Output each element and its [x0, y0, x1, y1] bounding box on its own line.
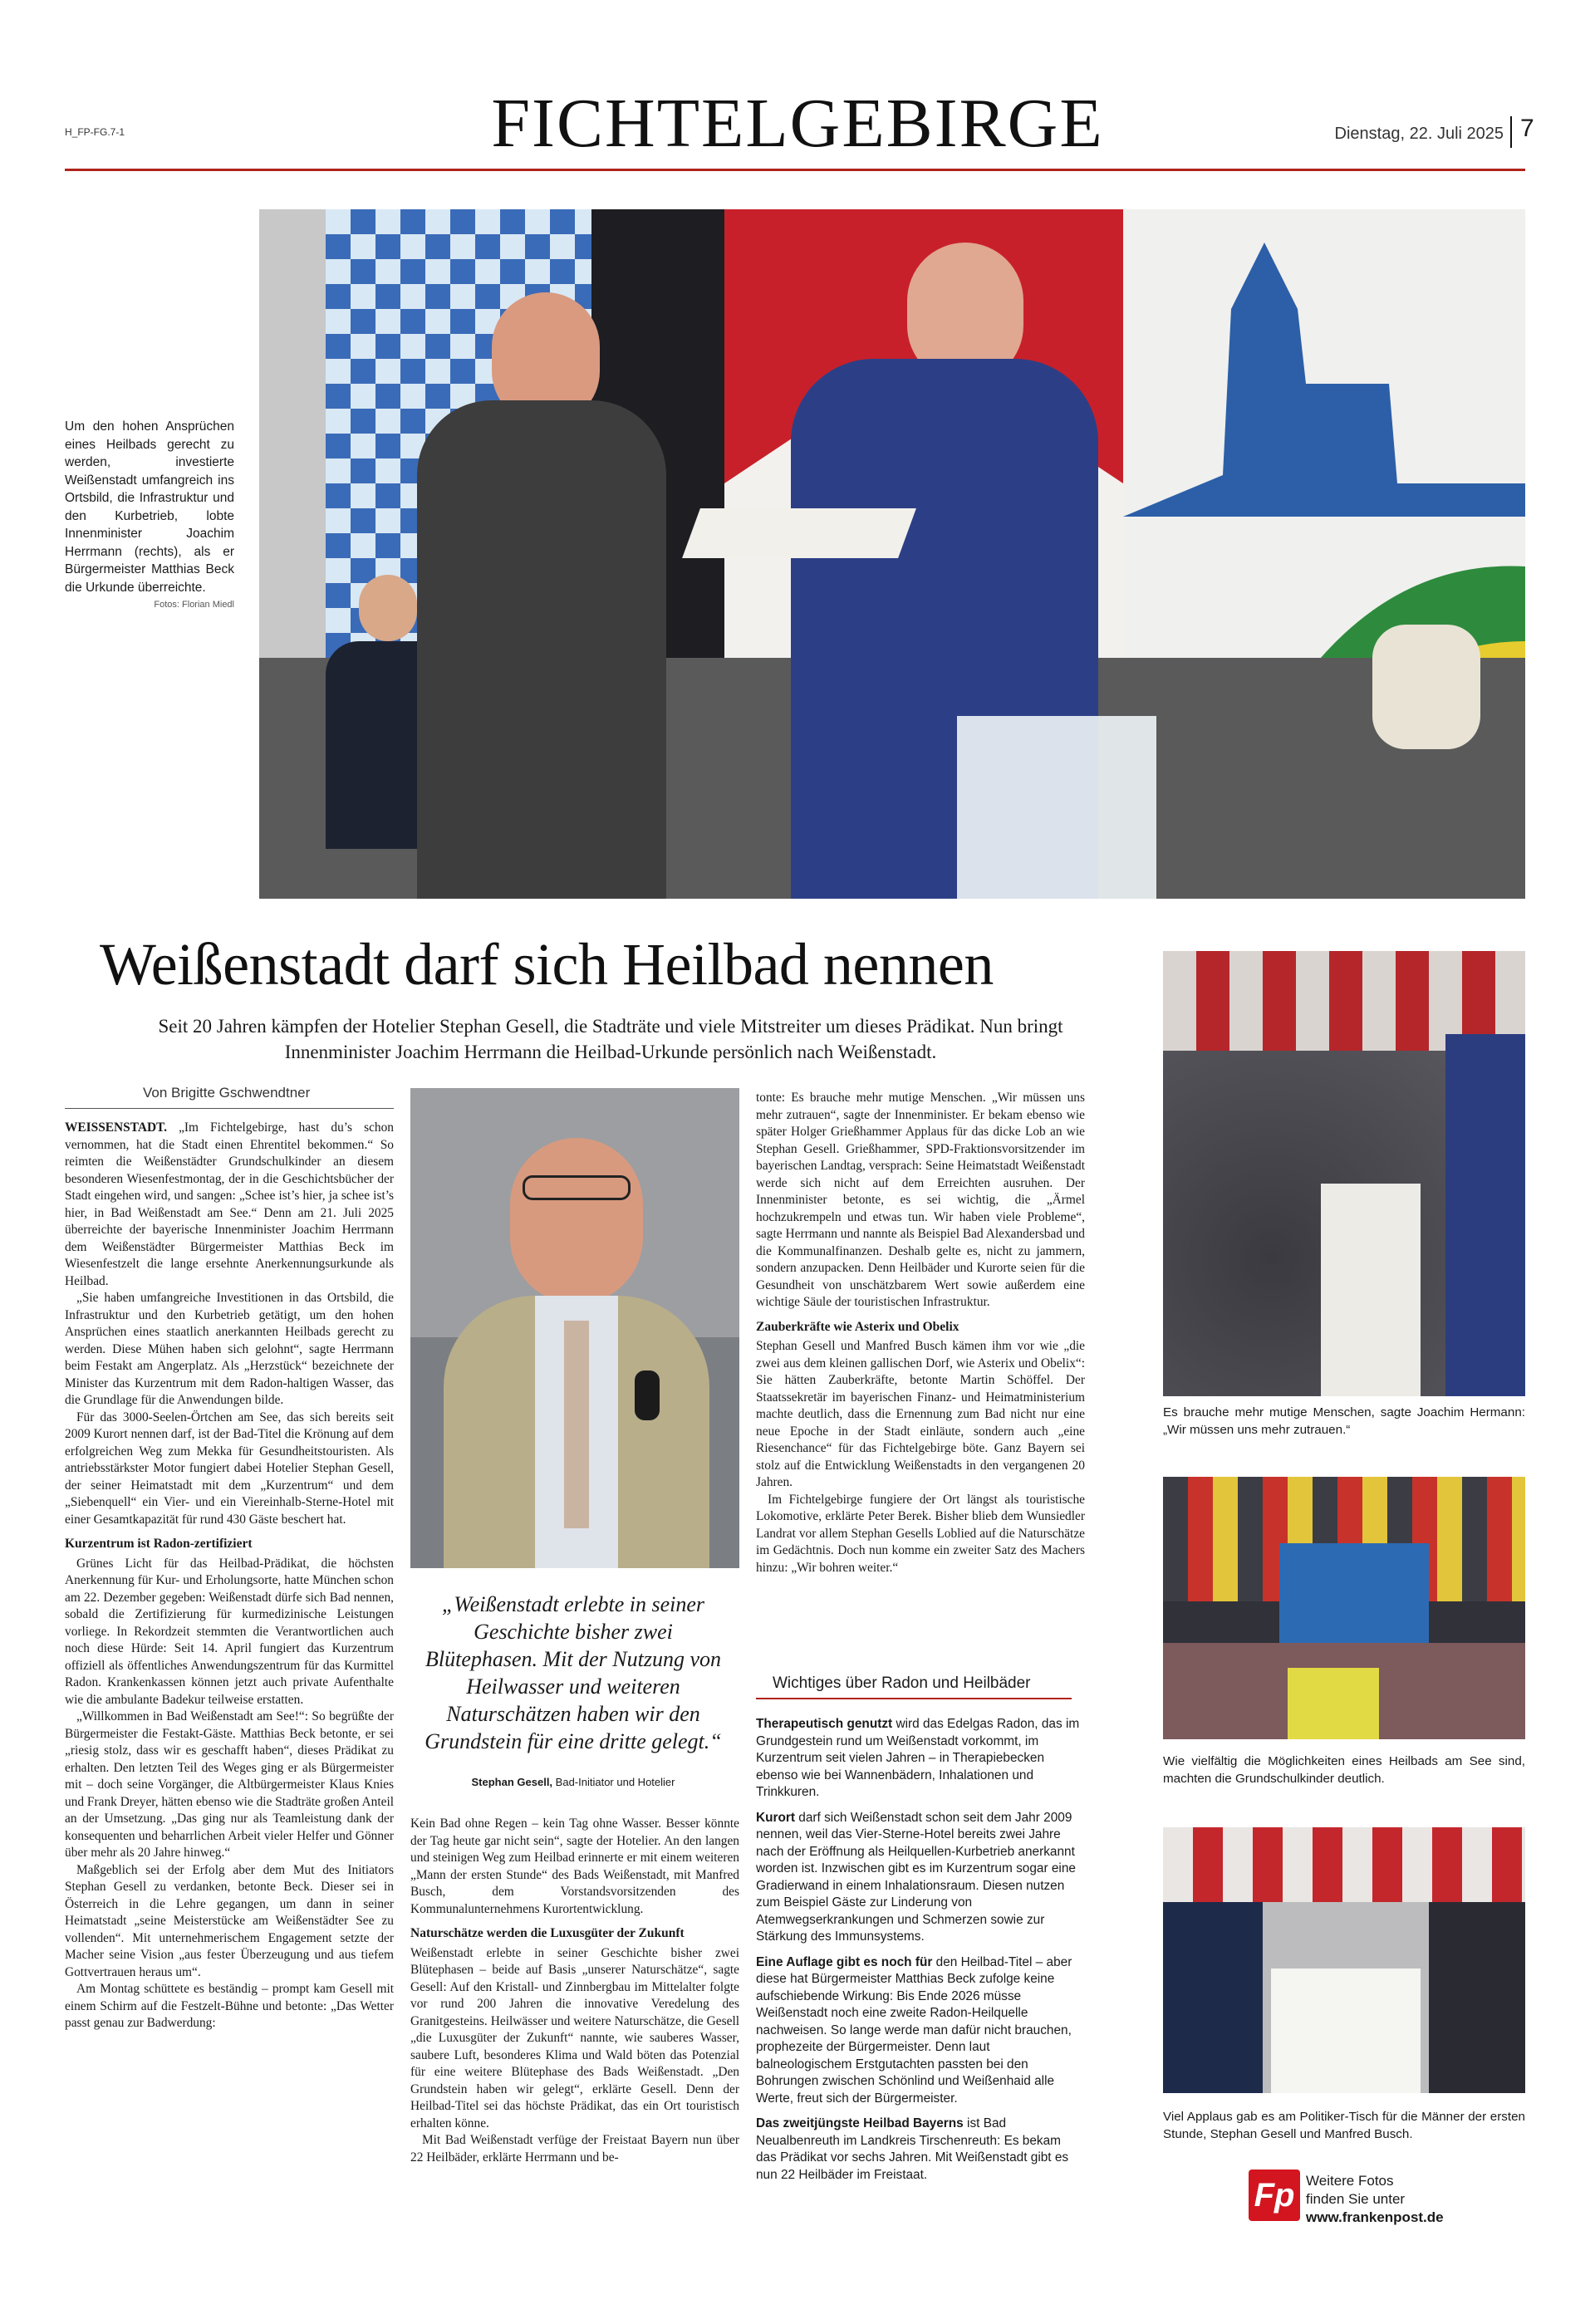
pull-quote: „Weißenstadt erlebte in seiner Geschichte bisher zwei Blütephasen. Mit der Nutzung von Heilwasser und weiteren Naturschätzen haben wir den Grundstein für eine dritte gelegt.“: [425, 1592, 722, 1753]
byline-rule: [65, 1108, 394, 1109]
headline: Weißenstadt darf sich Heilbad nennen: [100, 931, 994, 998]
pull-quote-source: Stephan Gesell, Bad-Initiator und Hotelier: [471, 1776, 675, 1788]
right-photo-3: [1163, 1827, 1525, 2093]
infobox-title: Wichtiges über Radon und Heilbäder: [756, 1674, 1072, 1699]
photo-credit: Fotos: Florian Miedl: [154, 600, 234, 610]
paragraph: WEISSENSTADT. „Im Fichtelgebirge, hast du’s schon vernommen, hat die Stadt einen Ehrentitel bekommen.“ So reimten die Weißenstädter Grundschulkinder an diesem besonderen Wiesenfestmontag, der in die Geschichtsbücher der Stadt eingehen wird, und sangen: „Schee ist’s hier, ja schee ist’s hier, in Bad Weißenstadt am See.“ Denn am 21. Juli 2025 überreichte der bayerische Innenminister Joachim Herrmann dem Weißenstädter Bürgermeister Matthias Beck im Wiesenfestzelt die lange ersehnte Anerkennungsurkunde als Heilbad.: [65, 1120, 394, 1288]
main-photo-caption: Um den hohen Ansprüchen eines Heilbads gerecht zu werden, investierte Weißenstadt umfangreich ins Ortsbild, die Infrastruktur und den Kurbetrieb, lobte Innenminister Joachim Herrmann (rechts), als er Bürgermeister Matthias Beck die Urkunde überreichte. Fotos: Florian Miedl: [65, 418, 234, 615]
right-photo-3-caption: Viel Applaus gab es am Politiker-Tisch für die Männer der ersten Stunde, Stephan Gesell und Manfred Busch.: [1163, 2110, 1525, 2141]
frankenpost-logo: Fp: [1249, 2170, 1300, 2221]
article-column-1: [65, 1120, 394, 2032]
dateline: WEISSENSTADT.: [65, 1120, 168, 1135]
paragraph: „Sie haben umfangreiche Investitionen in das Ortsbild, die Infrastruktur und den Kurbetrieb getätigt, um den hohen Ansprüchen eines staatlich anerkannten Heilbads gerecht zu werden. Diese Mühen haben sich gelohnt“, sagte Herrmann beim Festakt am Angerplatz. Als „Herzstück“ bezeichnete der Minister das Kurzentrum mit dem Radon-haltigen Wasser, das die Grundlage für die Anwendungen bilde.: [65, 1291, 394, 1407]
byline: Von Brigitte Gschwendtner: [143, 1085, 311, 1101]
paragraph: Maßgeblich sei der Erfolg aber dem Mut des Initiators Stephan Gesell zu verdanken, betonte Beck. Dieser sei in Österreich in die Lehre gegangen, um dann in seiner Heimatstadt „seine Meisterstücke am Weißenstädter See zu vollenden“. Mit unternehmerischem Engagement setzte der Macher seine Vision „aus fester Überzeugung und aus tiefem Gottvertrauen heraus um“.: [65, 1862, 394, 1979]
paragraph: „Willkommen in Bad Weißenstadt am See!“: So begrüßte der Bürgermeister die Festakt-Gäste. Matthias Beck betonte, er sei „riesig stolz, dass wir es geschafft haben“, dieses Prädikat zu erhalten. Den letzten Teil des Weges ging er als Bürgermeister mit – doch seine Vorgänger, die Altbürgermeister Klaus Knies und Frank Dreyer, hätten ebenso wie die Stadträte großen Anteil an der Umsetzung. „Das ging nur als Teamleistung dank der konsequenten und beharrlichen Arbeit vieler Helfer und Gönner über mehr als 20 Jahre hinweg.“: [65, 1709, 394, 1860]
article-column-3: [756, 1090, 1085, 1576]
paragraph: Grünes Licht für das Heilbad-Prädikat, die höchsten Anerkennung für Kur- und Erholungsorte, hatte München schon am 22. Dezember gegeben: Weißenstadt dürfe sich Bad nennen, sobald die Zertifizierung für kurmedizinische Leistungen vorliege. In Rekordzeit stemmten die Verantwortlichen auch noch diese Hürde: Seit 14. April fungiert das Kurzentrum offiziell als öffentliches Anwendungszentrum für das Kurmittel Radon. Krankenkassen können jetzt auch private Aufenthalte wie die ambulante Badekur teilweise erstatten.: [65, 1556, 394, 1707]
masthead-separator: [1510, 116, 1512, 148]
masthead-rule: [65, 169, 1525, 171]
infobox-item: Das zweitjüngste Heilbad Bayerns ist Bad Neualbenreuth im Landkreis Tirschenreuth: Es bekam das Prädikat vor sechs Jahren. Mit Weißenstadt gibt es nun 22 Heilbäder im Freistaat.: [756, 2116, 1069, 2182]
issue-date: Dienstag, 22. Juli 2025: [1334, 125, 1504, 143]
paragraph: Weißenstadt erlebte in seiner Geschichte bisher zwei Blütephasen – beide auf Basis „unserer Naturschätze“, sagte Gesell: Auf den Kristall- und Zinnbergbau im Mittelalter folgte vor rund 200 Jahren die innovative Veredelung des Granitgesteins. Heilwässer und weitere Naturschätze, die Gesell „die Luxusgüter der Zukunft“ nannte, wie sauberes Wasser, saubere Luft, besonderes Klima und Wald böten das Potenzial für eine weitere Blütephase des Bads Weißenstadt. „Den Grundstein haben wir gelegt“, erklärte Gesell. Denn der Heilbad-Titel sei das höchste Prädikat, das ein Ort touristisch erhalten könne.: [410, 1945, 739, 2130]
page-code: H_FP-FG.7-1: [65, 126, 125, 138]
subheading: Kurzentrum ist Radon-zertifiziert: [65, 1537, 253, 1551]
paragraph: Für das 3000-Seelen-Örtchen am See, das sich bereits seit 2009 Kurort nennen darf, ist der Bad-Titel die Krönung auf dem erfolgreichen Weg zum Mekka für Gesundheitstouristen. Als antriebsstärkster Motor fungiert dabei Hotelier Stephan Gesell, der seiner Heimatstadt mit dem „Kurzentrum“ und dem „Siebenquell“ ein Vier- und ein Viereinhalb-Sterne-Hotel mit einer Gesamtkapazität für rund 430 Gäste beschert hat.: [65, 1410, 394, 1527]
infobox-item: Therapeutisch genutzt wird das Edelgas Radon, das im Grundgestein rund um Weißenstadt vorkommt, im Kurzentrum seit vielen Jahren – in Therapiebecken ebenso wie bei Wannenbädern, Inhalationen und Trinkkuren.: [756, 1717, 1080, 1799]
paragraph: Stephan Gesell und Manfred Busch kämen ihm vor wie „die zwei aus dem kleinen gallischen Dorf, wie Asterix und Obelix“: Sie hätten Zauberkräfte, betonte Martin Schöffel. Der Staatssekretär im bayerischen Finanz- und Heimatministerium machte deutlich, dass die Ernennung zum Bad nicht nur eine neue Epoche in der Stadt einläute, sondern auch „eine Riesenchance“ für das Fichtelgebirge böte. Ganz Bayern sei stolz auf die Entwicklung Weißenstadts in den vergangenen 20 Jahren.: [756, 1339, 1085, 1489]
paragraph: tonte: Es brauche mehr mutige Menschen. „Wir müssen uns mehr zutrauen“, sagte der Innenminister. Er bekam ebenso wie später Holger Grießhammer Applaus für das dicke Lob an wie Stephan Gesell. Grießhammer, SPD-Fraktionsvorsitzender im bayerischen Landtag, versprach: Seine Heimatstadt Weißenstadt werde sich nicht auf dem Erreichten ausruhen. Der Innenminister betonte, es sei wichtig, die „Ärmel hochzukrempeln und etwas tun. Wir haben viele Probleme“, sagte Herrmann und nannte als Beispiel Bad Alexandersbad und die Kommunalfinanzen. Deshalb gelte es, nicht zu jammern, sondern anzupacken. Denn Heilbäder und Kurorte seien für die Gesundheit von unschätzbarem Wert sowie außerdem eine wichtige Säule der touristischen Infrastruktur.: [756, 1091, 1085, 1309]
right-photo-2: [1163, 1477, 1525, 1739]
infobox-item: Kurort darf sich Weißenstadt schon seit dem Jahr 2009 nennen, weil das Vier-Sterne-Hotel bereits zwei Jahre nach der Eröffnung als Heilquellen-Kurbetrieb anerkannt worden ist. Inzwischen gibt es im Kurzentrum sogar eine Gradierwand in einem Inhalationsraum. Diesen nutzen zum Beispiel Gäste zur Linderung von Atemwegserkrankungen und Schmerzen sowie zur Stärkung des Immunsystems.: [756, 1810, 1076, 1944]
deck: Seit 20 Jahren kämpfen der Hotelier Stephan Gesell, die Stadträte und viele Mitstreiter um dieses Prädikat. Nun bringt Innenminister Joachim Herrmann die Heilbad-Urkunde persönlich nach Weißenstadt.: [158, 1016, 1063, 1062]
portrait-photo: [410, 1088, 739, 1568]
infobox: [756, 1716, 1085, 2192]
right-photo-1-caption: Es brauche mehr mutige Menschen, sagte Joachim Hermann: „Wir müssen uns mehr zutrauen.“: [1163, 1405, 1525, 1437]
paragraph: Am Montag schüttete es beständig – prompt kam Gesell mit einem Schirm auf die Festzelt-Bühne und betonte: „Das Wetter passt genau zur Badwerdung:: [65, 1982, 394, 2030]
paragraph: Kein Bad ohne Regen – kein Tag ohne Wasser. Besser könnte der Tag heute gar nicht sein“, sagte der Hotelier. An den langen und steinigen Weg zum Heilbad erinnerte er mit einem weiteren „Mann der ersten Stunde“ des Bads Weißenstadt, mit Manfred Busch, dem Vorstandsvorsitzenden des Kommunalunternehmens Kurortentwicklung.: [410, 1817, 739, 1916]
more-photos-promo: Weitere Fotos finden Sie unter www.frankenpost.de: [1306, 2173, 1444, 2225]
subheading: Zauberkräfte wie Asterix und Obelix: [756, 1319, 959, 1334]
article-column-2: [410, 1816, 739, 2166]
paragraph: Mit Bad Weißenstadt verfüge der Freistaat Bayern nun über 22 Heilbäder, erklärte Herrmann und be-: [410, 2133, 739, 2165]
subheading: Naturschätze werden die Luxusgüter der Zukunft: [410, 1926, 685, 1940]
right-photo-2-caption: Wie vielfältig die Möglichkeiten eines Heilbads am See sind, machten die Grundschulkinder deutlich.: [1163, 1754, 1525, 1786]
infobox-item: Eine Auflage gibt es noch für den Heilbad-Titel – aber diese hat Bürgermeister Matthias Beck zufolge keine aufschiebende Wirkung: Bis Ende 2026 müsse Weißenstadt noch eine zweite Radon-Heilquelle nachweisen. So lange werde man dafür nicht brauchen, prophezeite der Bürgermeister. Denn laut balneologischem Erstgutachten passten bei den Bohrungen zwischen Schönlind und Weißenhaid alle Werte, freut sich der Bürgermeister.: [756, 1954, 1072, 2106]
section-title: FICHTELGEBIRGE: [491, 85, 1104, 162]
paragraph: Im Fichtelgebirge fungiere der Ort längst als touristische Lokomotive, erklärte Peter Berek. Bisher blieb dem Wunsiedler Landrat vor allem Stephan Gesells Loblied auf die Naturschätze im Gedächtnis. Doch nun komme ein zweiter Satz des Machers hinzu: „Wir bohren weiter.“: [756, 1492, 1085, 1575]
main-photo: [259, 209, 1525, 899]
website-link[interactable]: www.frankenpost.de: [1306, 2209, 1444, 2225]
page-number: 7: [1520, 115, 1534, 142]
right-photo-1: [1163, 951, 1525, 1396]
